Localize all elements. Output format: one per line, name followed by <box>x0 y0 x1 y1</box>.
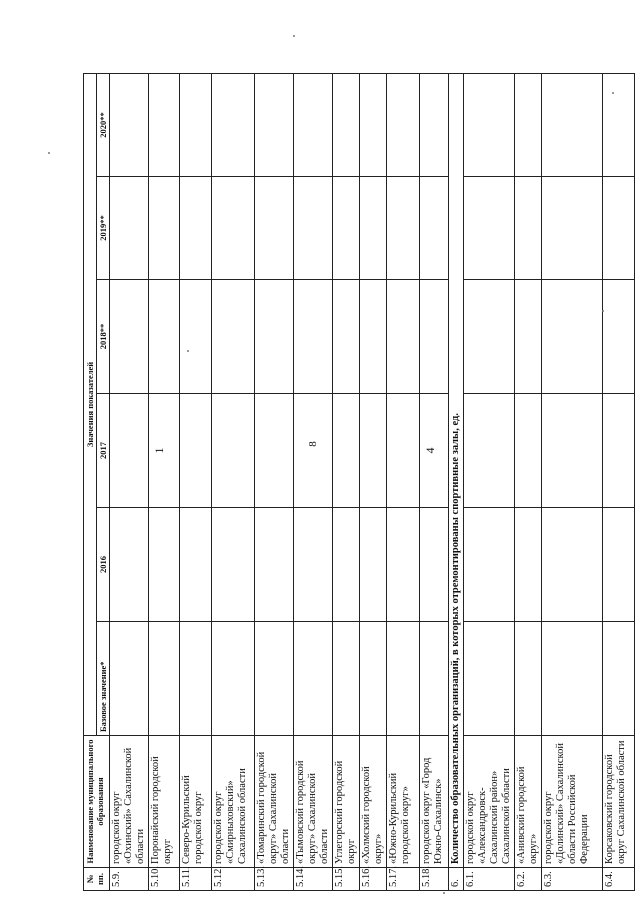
municipality-name: Северо-Курильский городской округ <box>180 736 212 868</box>
value-cell <box>603 508 635 622</box>
header-year: 2019** <box>97 177 110 280</box>
value-cell <box>464 394 515 508</box>
row-number: 5.9. <box>110 868 149 891</box>
row-number: 5.17. <box>387 868 420 891</box>
section-row <box>449 73 464 890</box>
municipality-name: городской округ «Долинский» Сахалинской области Российской Федерации <box>542 736 603 868</box>
row-number: 6.4. <box>603 868 635 891</box>
municipality-name: городской округ «Смирныховский» Сахалинской области <box>212 736 255 868</box>
value-cell <box>420 280 449 394</box>
value-cell <box>110 508 149 622</box>
value-cell <box>255 177 294 280</box>
value-cell <box>603 394 635 508</box>
value-cell <box>294 280 333 394</box>
table-row <box>149 73 180 890</box>
header-num: № пп. <box>84 868 110 891</box>
indicators-table <box>83 73 635 891</box>
value-cell <box>420 508 449 622</box>
value-cell <box>464 177 515 280</box>
value-cell <box>110 280 149 394</box>
value-cell <box>360 177 387 280</box>
value-cell <box>464 280 515 394</box>
municipality-name: Углегорский городской округ <box>333 736 360 868</box>
value-cell <box>360 280 387 394</box>
value-cell <box>387 73 420 176</box>
value-cell <box>149 508 180 622</box>
value-cell <box>180 73 212 176</box>
value-cell <box>464 73 515 176</box>
value-cell <box>255 280 294 394</box>
value-cell <box>360 73 387 176</box>
row-number: 5.13. <box>255 868 294 891</box>
header-name: Наименование муниципального образования <box>84 736 110 868</box>
value-cell <box>212 280 255 394</box>
table-row <box>360 73 387 890</box>
value-cell <box>515 177 542 280</box>
table-row <box>294 73 333 890</box>
value-cell <box>333 508 360 622</box>
value-cell <box>255 508 294 622</box>
value-cell <box>515 394 542 508</box>
municipality-name: городской округ «Александровск-Сахалинский район» Сахалинской области <box>464 736 515 868</box>
value-cell <box>542 280 603 394</box>
municipality-name: Поронайский городской округ <box>149 736 180 868</box>
value-cell <box>515 73 542 176</box>
value-cell <box>420 177 449 280</box>
value-cell <box>387 508 420 622</box>
value-cell <box>542 394 603 508</box>
value-cell <box>420 73 449 176</box>
table-row <box>603 73 635 890</box>
row-number: 5.15. <box>333 868 360 891</box>
value-cell <box>255 622 294 736</box>
table-row <box>464 73 515 890</box>
value-cell <box>333 177 360 280</box>
municipality-name: «Холмский городской округ» <box>360 736 387 868</box>
header-group: Значения показателей <box>84 73 97 735</box>
header-year: Базовое значение* <box>97 622 110 736</box>
municipality-name: Корсаковский городской округ Сахалинской области <box>603 736 635 868</box>
row-number: 5.10. <box>149 868 180 891</box>
value-cell <box>294 177 333 280</box>
value-cell <box>603 280 635 394</box>
table-row <box>255 73 294 890</box>
value-cell <box>333 73 360 176</box>
value-cell <box>515 280 542 394</box>
scan-speck <box>443 892 445 894</box>
value-cell <box>149 177 180 280</box>
header-year: 2020** <box>97 73 110 176</box>
table-row <box>542 73 603 890</box>
value-cell <box>212 177 255 280</box>
row-number: 5.12. <box>212 868 255 891</box>
value-cell <box>212 508 255 622</box>
value-cell <box>180 177 212 280</box>
value-cell <box>110 622 149 736</box>
value-cell <box>420 622 449 736</box>
municipality-name: городской округ «Охинский» Сахалинской области <box>110 736 149 868</box>
scan-speck <box>293 35 295 37</box>
scan-speck <box>602 310 604 312</box>
page-number: 8 <box>306 441 319 447</box>
municipality-name: «Томаринский городской округ» Сахалинской области <box>255 736 294 868</box>
value-cell <box>212 394 255 508</box>
value-cell <box>294 508 333 622</box>
row-number: 5.14. <box>294 868 333 891</box>
value-cell <box>149 622 180 736</box>
value-cell <box>360 508 387 622</box>
value-cell <box>255 73 294 176</box>
row-number: 6.1. <box>464 868 515 891</box>
row-number: 5.18. <box>420 868 449 891</box>
value-cell <box>387 622 420 736</box>
value-cell <box>387 280 420 394</box>
value-cell <box>149 73 180 176</box>
value-cell <box>515 508 542 622</box>
municipality-name: «Анивский городской округ» <box>515 736 542 868</box>
value-cell <box>333 280 360 394</box>
row-number: 5.16. <box>360 868 387 891</box>
value-cell <box>212 622 255 736</box>
value-cell <box>603 73 635 176</box>
value-cell <box>387 394 420 508</box>
value-cell <box>464 508 515 622</box>
scan-speck <box>187 350 189 352</box>
header-year: 2016 <box>97 508 110 622</box>
value-cell <box>360 622 387 736</box>
header-year: 2017 <box>97 394 110 508</box>
value-cell <box>360 394 387 508</box>
table-row <box>420 73 449 890</box>
value-cell <box>294 394 333 508</box>
row-number: 5.11. <box>180 868 212 891</box>
value-cell <box>110 177 149 280</box>
table-row <box>110 73 149 890</box>
value-cell: 4 <box>420 394 449 508</box>
section-number: 6. <box>449 868 464 891</box>
value-cell <box>333 394 360 508</box>
value-cell <box>515 622 542 736</box>
value-cell <box>542 508 603 622</box>
value-cell: 1 <box>149 394 180 508</box>
scan-speck <box>612 92 614 94</box>
municipality-name: городской округ «Город Южно-Сахалинск» <box>420 736 449 868</box>
municipality-name: «Южно-Курильский городской округ» <box>387 736 420 868</box>
value-cell <box>603 177 635 280</box>
table-row <box>180 73 212 890</box>
table-row <box>333 73 360 890</box>
value-cell <box>542 73 603 176</box>
value-cell <box>110 73 149 176</box>
value-cell <box>294 622 333 736</box>
value-cell <box>212 73 255 176</box>
municipality-name: «Тымовский городской округ» Сахалинской области <box>294 736 333 868</box>
value-cell <box>542 622 603 736</box>
header-year: 2018** <box>97 280 110 394</box>
table-row <box>212 73 255 890</box>
value-cell <box>294 73 333 176</box>
value-cell <box>180 622 212 736</box>
table-row <box>387 73 420 890</box>
value-cell <box>149 280 180 394</box>
value-cell <box>333 622 360 736</box>
value-cell <box>180 508 212 622</box>
value-cell <box>542 177 603 280</box>
value-cell <box>464 622 515 736</box>
value-cell <box>603 622 635 736</box>
value-cell <box>255 394 294 508</box>
scan-speck <box>48 152 50 154</box>
value-cell <box>387 177 420 280</box>
row-number: 6.2. <box>515 868 542 891</box>
row-number: 6.3. <box>542 868 603 891</box>
value-cell <box>180 394 212 508</box>
rotated-table-container <box>83 74 627 891</box>
table-row <box>515 73 542 890</box>
value-cell <box>180 280 212 394</box>
section-title: Количество образовательных организаций, в которых отремонтированы спортивные залы, ед. <box>449 73 464 867</box>
value-cell <box>110 394 149 508</box>
